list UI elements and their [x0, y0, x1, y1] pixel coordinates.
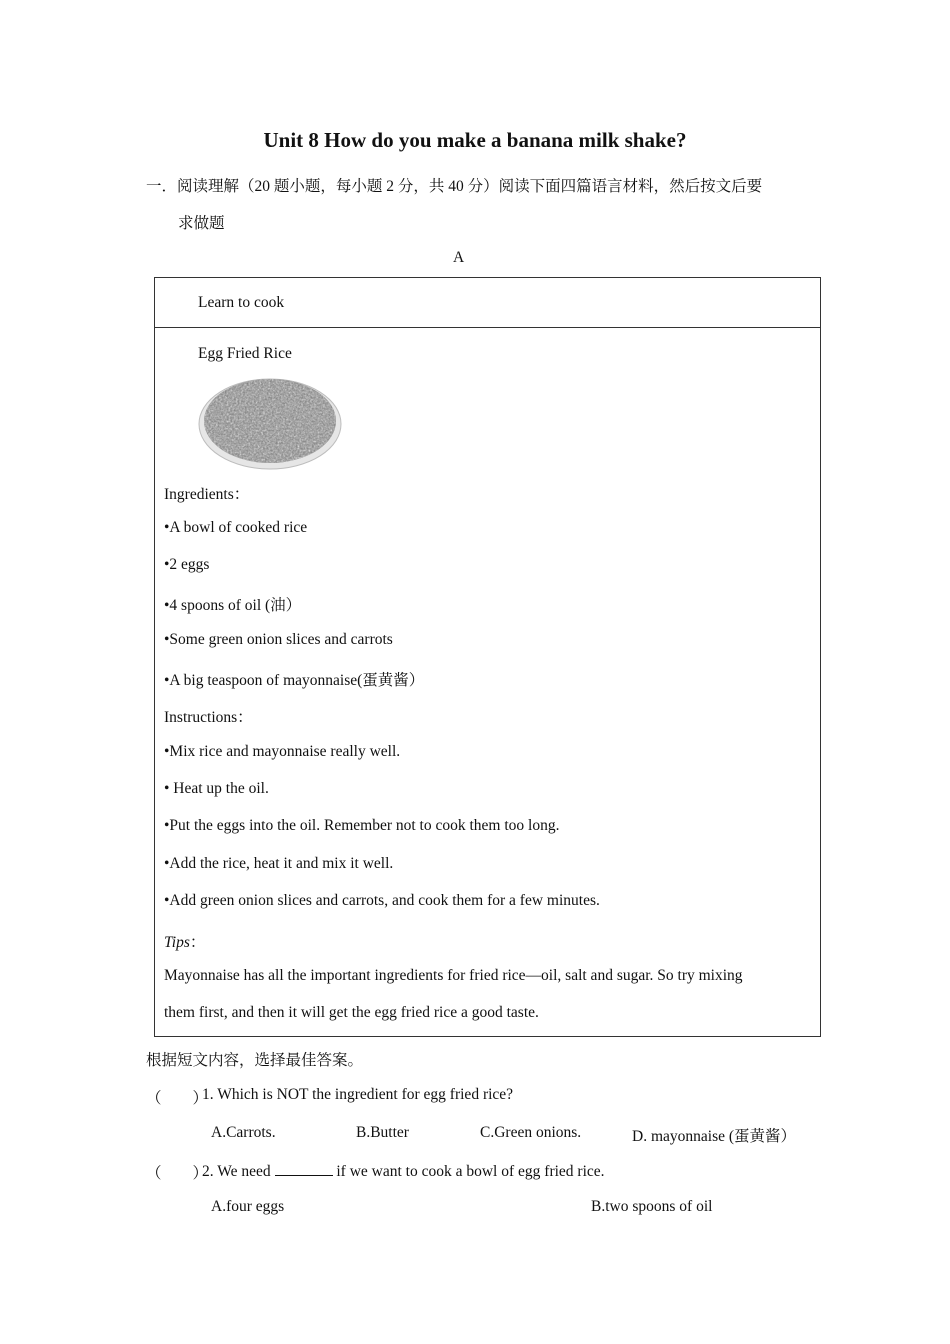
ingredient-item: •A big teaspoon of mayonnaise(蛋黄酱） — [164, 672, 425, 689]
option-d: D. mayonnaise (蛋黄酱） — [632, 1128, 797, 1145]
option-b: B.Butter — [356, 1124, 409, 1141]
instruction-step: •Put the eggs into the oil. Remember not to cook them too long. — [164, 817, 560, 834]
box-header: Learn to cook — [198, 294, 285, 311]
tips-label: Tips — [164, 934, 190, 951]
document-title: Unit 8 How do you make a banana milk shake? — [263, 128, 687, 152]
section-heading: 一．阅读理解（20 题小题，每小题 2 分，共 40 分）阅读下面四篇语言材料，然后按文后要 — [146, 178, 763, 195]
recipe-box-divider — [155, 327, 820, 328]
passage-label: A — [453, 249, 465, 266]
ingredient-item: •A bowl of cooked rice — [164, 519, 308, 536]
instruction-step: •Mix rice and mayonnaise really well. — [164, 743, 401, 760]
instruction-step: •Add green onion slices and carrots, and cook them for a few minutes. — [164, 892, 600, 909]
question-stem — [202, 1161, 605, 1181]
tips-text: Mayonnaise has all the important ingredients for fried rice—oil, salt and sugar. So try mixing — [164, 967, 743, 984]
tips-colon: ： — [189, 934, 206, 951]
instructions-label: Instructions： — [164, 709, 253, 726]
answer-paren: （ ） — [146, 1090, 209, 1107]
option-c: C.Green onions. — [480, 1124, 582, 1141]
question-stem-start: 2. We need — [202, 1163, 275, 1180]
ingredient-item: •2 eggs — [164, 556, 210, 573]
answer-paren: （ ） — [146, 1165, 209, 1182]
tips-text-continued: them first, and then it will get the egg fried rice a good taste. — [164, 1004, 539, 1021]
ingredient-item: •4 spoons of oil (油） — [164, 597, 302, 614]
ingredient-item: •Some green onion slices and carrots — [164, 631, 393, 648]
tips-label-line — [164, 930, 205, 952]
option-a: A.Carrots. — [211, 1124, 276, 1141]
instruction-step: •Add the rice, heat it and mix it well. — [164, 855, 394, 872]
instruction-step: • Heat up the oil. — [164, 780, 269, 797]
option-b: B.two spoons of oil — [591, 1198, 713, 1215]
option-a: A.four eggs — [211, 1198, 285, 1215]
answer-blank — [275, 1161, 333, 1176]
ingredients-label: Ingredients： — [164, 486, 250, 503]
question-stem-end: if we want to cook a bowl of egg fried rice. — [332, 1163, 605, 1180]
question-stem: 1. Which is NOT the ingredient for egg fried rice? — [202, 1086, 514, 1103]
fried-rice-image — [198, 372, 342, 470]
dish-name: Egg Fried Rice — [198, 345, 292, 362]
question-instruction: 根据短文内容，选择最佳答案。 — [146, 1052, 364, 1069]
section-heading-continued: 求做题 — [178, 215, 225, 232]
